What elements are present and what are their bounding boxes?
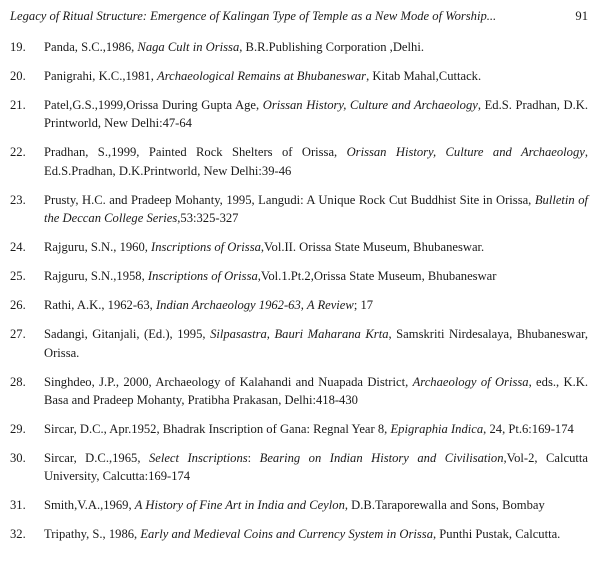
reference-title: Bulletin of the Deccan College Series	[44, 192, 588, 226]
reference-number: 21.	[10, 98, 26, 112]
reference-item	[10, 96, 588, 133]
reference-item	[10, 143, 588, 180]
reference-number: 28.	[10, 374, 26, 389]
reference-item	[10, 420, 588, 438]
reference-number: 26.	[10, 298, 26, 313]
reference-item	[10, 496, 588, 514]
reference-item	[10, 38, 588, 56]
reference-text: Rajguru, S.N.,1958, Inscriptions of Orissa,Vol.1.Pt.2,Orissa State Museum, Bhubaneswar	[44, 269, 497, 284]
reference-item	[10, 525, 588, 543]
reference-number: 31.	[10, 498, 26, 513]
reference-list	[10, 38, 588, 554]
reference-number: 29.	[10, 422, 26, 437]
reference-number: 20.	[10, 69, 26, 83]
page-number: 91	[575, 9, 588, 23]
reference-text: Sircar, D.C.,1965, Select Inscriptions: Bearing on Indian History and Civilisation,Vol-2, Calcutta University, Calcutta:169-174	[44, 451, 588, 484]
reference-number: 30.	[10, 451, 26, 466]
reference-title: Indian Archaeology 1962-63, A Review	[155, 298, 354, 313]
reference-number: 27.	[10, 327, 26, 342]
reference-text: Sircar, D.C., Apr.1952, Bhadrak Inscription of Gana: Regnal Year 8, Epigraphia Indica, 24, Pt.6:169-174	[44, 422, 574, 437]
running-head-title: Legacy of Ritual Structure: Emergence of Kalingan Type of Temple as a New Mode of Worship...	[10, 9, 497, 23]
reference-text: Pradhan, S.,1999, Painted Rock Shelters of Orissa, Orissan History, Culture and Archaeology, Ed.S.Pradhan, D.K.Printworld, New Delhi:39-46	[44, 145, 588, 178]
reference-item	[10, 67, 588, 85]
reference-text: Rajguru, S.N., 1960, Inscriptions of Orissa,Vol.II. Orissa State Museum, Bhubaneswar.	[44, 240, 485, 255]
reference-title: Silpasastra, Bauri Maharana Krta	[210, 327, 389, 342]
reference-title: Inscriptions of Orissa	[147, 269, 258, 284]
reference-text: Smith,V.A.,1969, A History of Fine Art in India and Ceylon, D.B.Taraporewalla and Sons, Bombay	[44, 498, 545, 513]
reference-title: Archaeology of Orissa	[412, 374, 529, 389]
reference-subtitle: Bearing on Indian History and Civilisation,	[259, 451, 507, 466]
reference-title: Archaeological Remains at Bhubaneswar	[157, 69, 367, 83]
reference-number: 32.	[10, 527, 26, 542]
reference-number: 24.	[10, 240, 26, 255]
reference-title: Epigraphia Indica	[390, 422, 484, 437]
reference-title: Naga Cult in Orissa	[137, 40, 240, 54]
reference-title: Orissan History, Culture and Archaeology	[262, 98, 478, 112]
reference-number: 25.	[10, 269, 26, 284]
reference-item	[10, 267, 588, 285]
reference-item	[10, 296, 588, 314]
reference-title: Early and Medieval Coins and Currency System in Orissa	[140, 527, 433, 542]
reference-number: 23.	[10, 192, 26, 207]
running-head	[10, 7, 588, 25]
reference-item	[10, 449, 588, 486]
reference-text: Singhdeo, J.P., 2000, Archaeology of Kalahandi and Nuapada District, Archaeology of Orissa, eds., K.K. Basa and Pradeep Mohanty, Pratibha Prakasan, Delhi:418-430	[44, 374, 588, 408]
reference-item	[10, 325, 588, 362]
reference-number: 22.	[10, 145, 26, 160]
reference-text: Patel,G.S.,1999,Orissa During Gupta Age, Orissan History, Culture and Archaeology, Ed.S. Pradhan, D.K. Printworld, New Delhi:47-64	[44, 98, 589, 131]
reference-title: A History of Fine Art in India and Ceylon	[134, 498, 345, 513]
reference-item	[10, 191, 588, 228]
reference-text: Panda, S.C.,1986, Naga Cult in Orissa, B.R.Publishing Corporation ,Delhi.	[44, 40, 424, 54]
reference-text: Panigrahi, K.C.,1981, Archaeological Remains at Bhubaneswar, Kitab Mahal,Cuttack.	[44, 69, 482, 83]
reference-text: Tripathy, S., 1986, Early and Medieval Coins and Currency System in Orissa, Punthi Pustak, Calcutta.	[44, 527, 561, 542]
reference-title: Inscriptions of Orissa	[151, 240, 261, 255]
reference-item	[10, 373, 588, 410]
reference-title: Orissan History, Culture and Archaeology	[346, 145, 585, 160]
reference-item	[10, 238, 588, 256]
reference-title: Select Inscriptions	[148, 451, 248, 466]
reference-text: Rathi, A.K., 1962-63, Indian Archaeology 1962-63, A Review; 17	[44, 298, 374, 313]
reference-text: Sadangi, Gitanjali, (Ed.), 1995, Silpasastra, Bauri Maharana Krta, Samskriti Nirdesalaya, Bhubaneswar, Orissa.	[44, 327, 589, 360]
reference-number: 19.	[10, 40, 26, 54]
reference-text: Prusty, H.C. and Pradeep Mohanty, 1995, Langudi: A Unique Rock Cut Buddhist Site in Orissa, Bulletin of the Deccan College Series,53:325-327	[44, 192, 588, 226]
